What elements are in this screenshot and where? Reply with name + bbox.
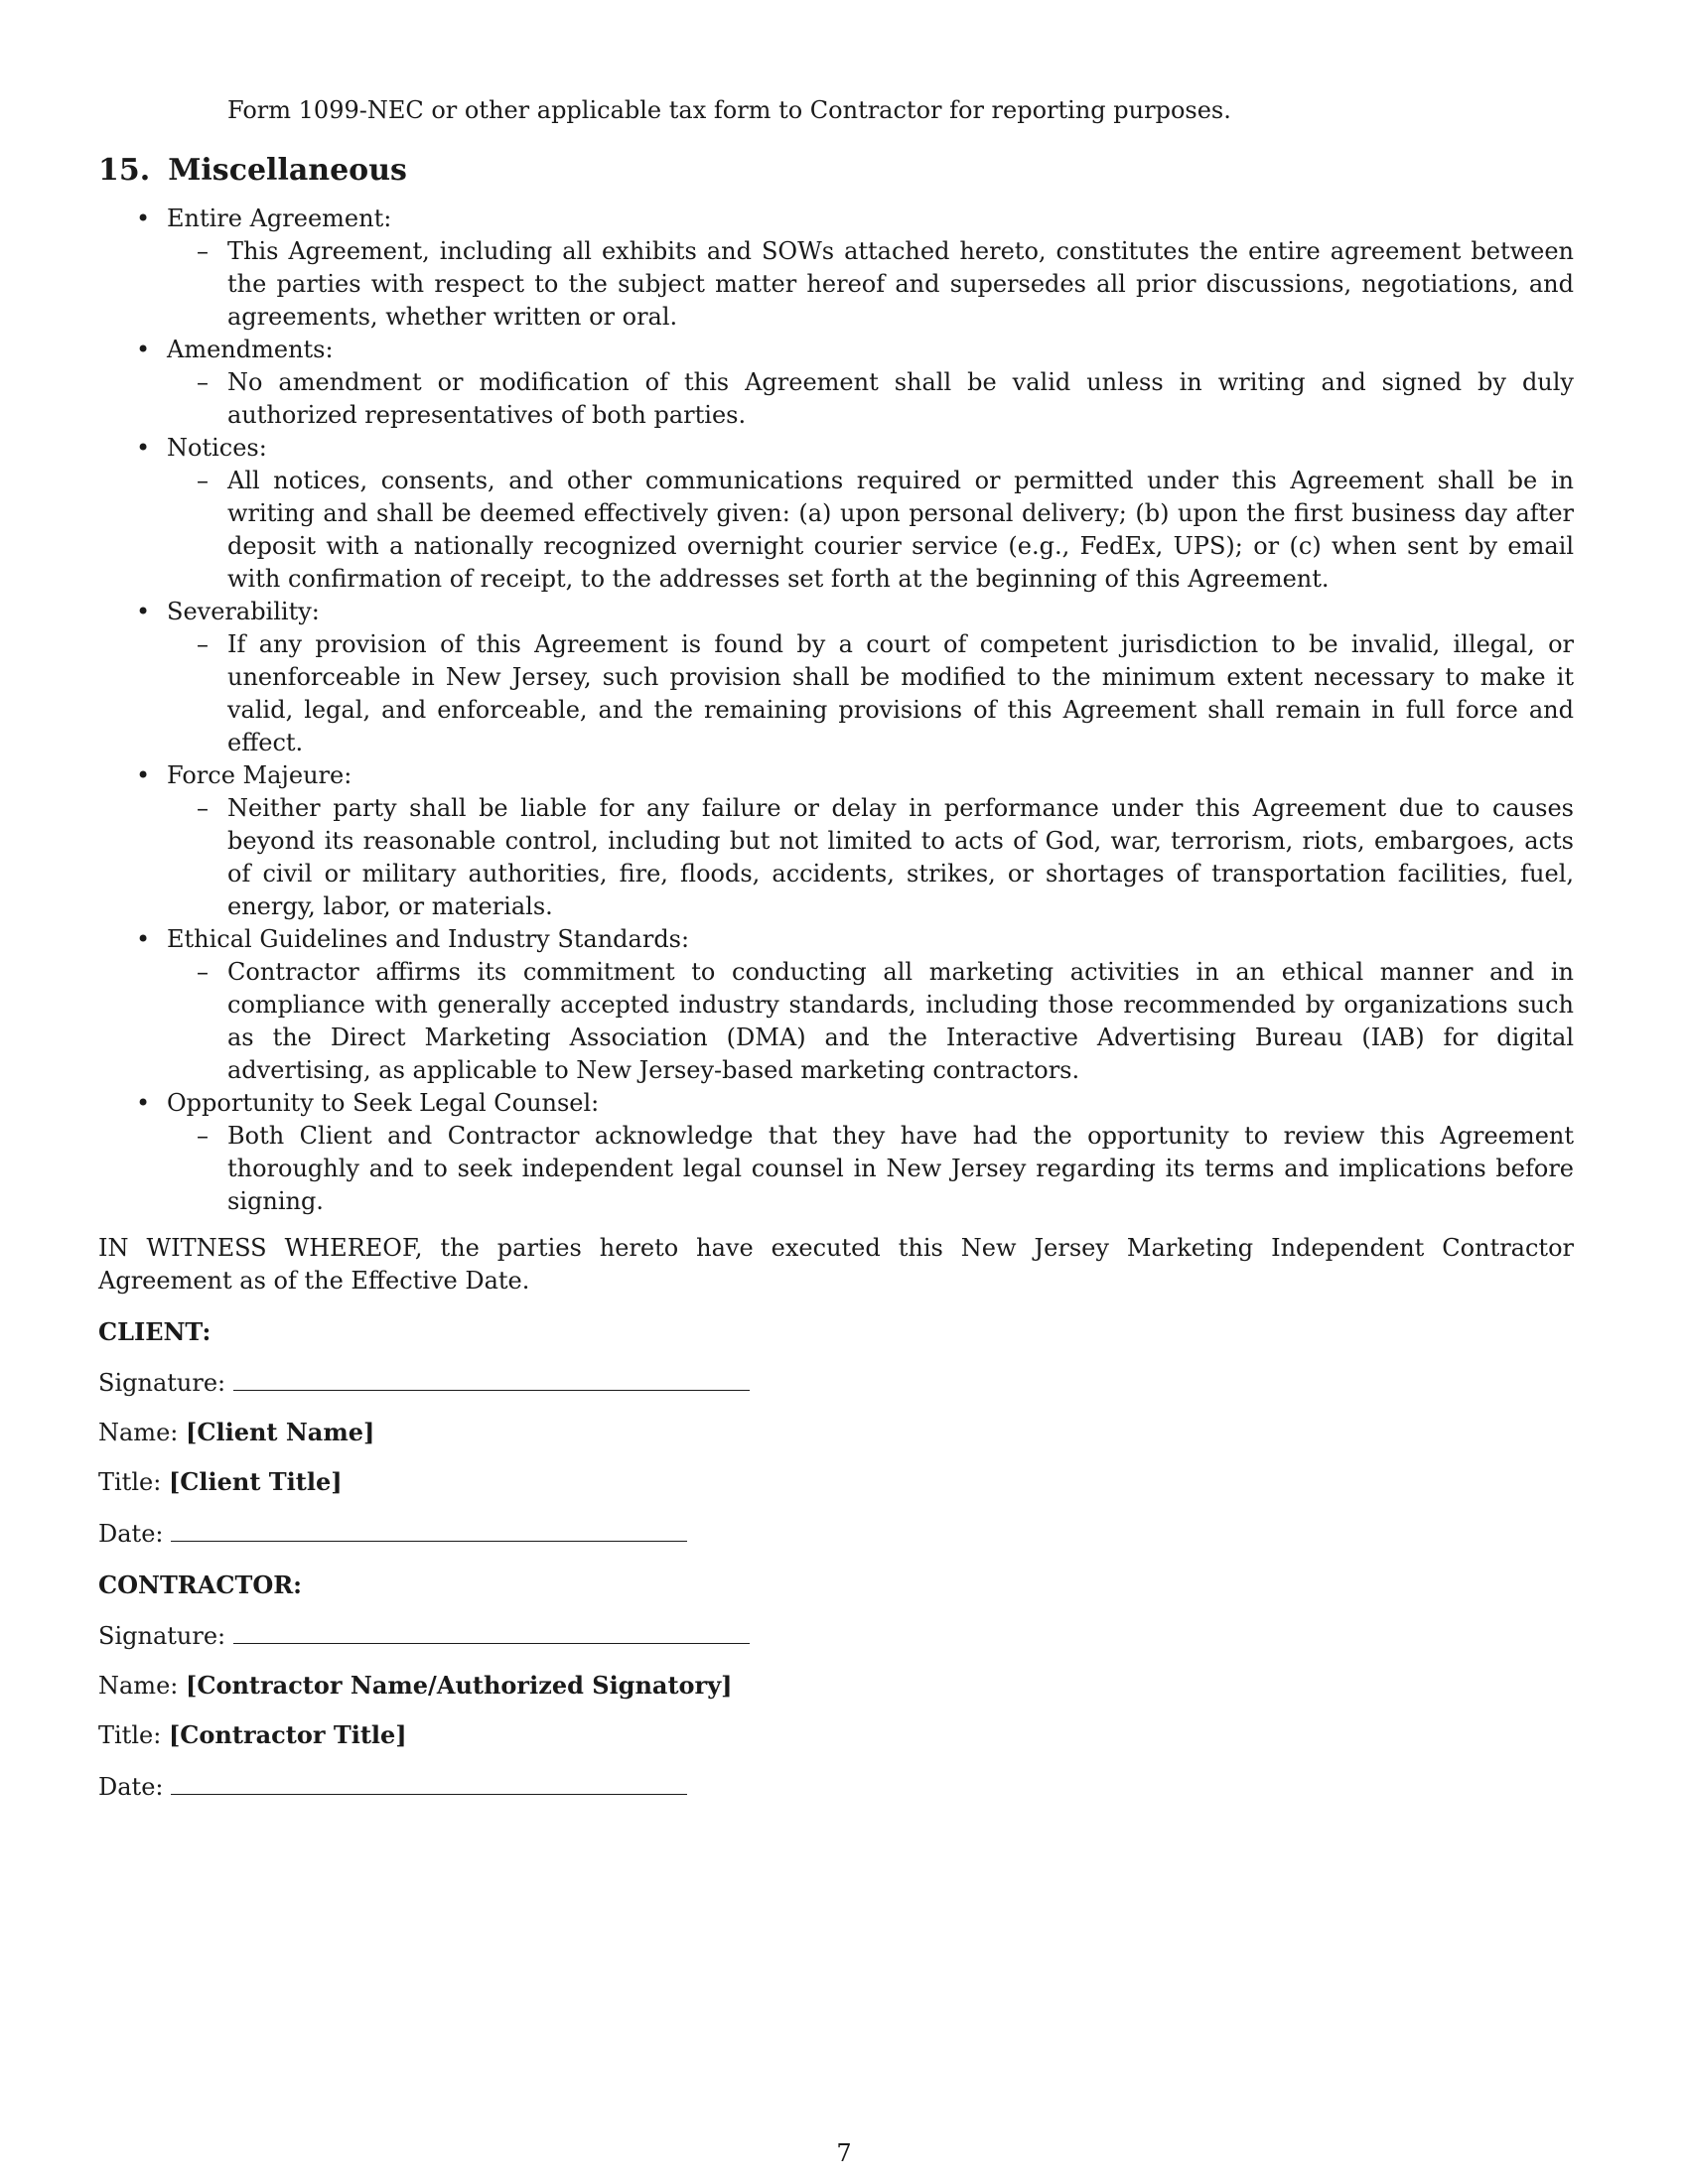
witness-clause: IN WITNESS WHEREOF, the parties hereto have executed this New Jersey Marketing Independent Contractor Agreement as of the Effective Date. — [98, 1234, 1574, 1295]
miscellaneous-list — [98, 203, 1574, 1218]
item-text: – All notices, consents, and other communications required or permitted under this Agreement shall be in writing and shall be deemed effectively given: (a) upon personal delivery; (b) upon the first business day after deposit with a nationally recognized overnight courier service (e.g., FedEx, UPS); or (c) when sent by email with confirmation of receipt, to the addresses set forth at the beginning of this Agreement. — [167, 465, 1574, 596]
item-label: Ethical Guidelines and Industry Standards: — [167, 925, 690, 953]
list-item-severability — [98, 596, 1574, 759]
signature-label: Signature: — [98, 1622, 226, 1650]
list-item-entire-agreement — [98, 203, 1574, 334]
list-item-notices — [98, 432, 1574, 596]
item-text: – This Agreement, including all exhibits and SOWs attached hereto, constitutes the entire agreement between the parties with respect to the subject matter hereof and supersedes all prior discussions, negotiations, and agreements, whether written or oral. — [167, 235, 1574, 334]
item-text: – Contractor affirms its commitment to conducting all marketing activities in an ethical manner and in compliance with generally accepted industry standards, including those recommended by organizations such as the Direct Marketing Association (DMA) and the Interactive Advertising Bureau (IAB) for digital advertising, as applicable to New Jersey-based marketing contractors. — [167, 956, 1574, 1087]
contractor-date-field — [98, 1768, 1574, 1804]
item-text: – Neither party shall be liable for any failure or delay in performance under this Agreement due to causes beyond its reasonable control, including but not limited to acts of God, war, terrorism, riots, embargoes, acts of civil or military authorities, fire, floods, accidents, strikes, or shortages of transportation facilities, fuel, energy, labor, or materials. — [167, 792, 1574, 923]
client-signature-line[interactable] — [233, 1364, 750, 1391]
client-name-value: [Client Name] — [186, 1418, 375, 1446]
contractor-signature-line[interactable] — [233, 1617, 750, 1644]
item-text: – No amendment or modification of this Agreement shall be valid unless in writing and signed by duly authorized representatives of both parties. — [167, 366, 1574, 432]
client-date-field — [98, 1515, 1574, 1551]
section-number: 15. — [98, 153, 151, 188]
contractor-heading: CONTRACTOR: — [98, 1570, 303, 1599]
client-title-value: [Client Title] — [168, 1467, 343, 1496]
section-heading — [98, 153, 1574, 189]
client-date-line[interactable] — [171, 1515, 687, 1542]
signature-label: Signature: — [98, 1369, 226, 1397]
continued-paragraph: Form 1099-NEC or other applicable tax form to Contractor for reporting purposes. — [227, 96, 1231, 124]
list-item-legal-counsel — [98, 1087, 1574, 1218]
list-item-amendments — [98, 334, 1574, 432]
item-label: Force Majeure: — [167, 761, 352, 789]
item-label: Opportunity to Seek Legal Counsel: — [167, 1089, 600, 1117]
page-number: 7 — [836, 2139, 852, 2167]
item-label: Entire Agreement: — [167, 205, 392, 232]
list-item-ethical-guidelines — [98, 923, 1574, 1087]
document-page — [98, 94, 1574, 1804]
contractor-name-field — [98, 1669, 1574, 1703]
section-title: Miscellaneous — [168, 153, 407, 188]
date-label: Date: — [98, 1773, 164, 1801]
name-label: Name: — [98, 1419, 179, 1446]
contractor-title-field — [98, 1718, 1574, 1752]
item-text: – If any provision of this Agreement is found by a court of competent jurisdiction to be invalid, illegal, or unenforceable in New Jersey, such provision shall be modified to the minimum extent necessary to make it valid, legal, and enforceable, and the remaining provisions of this Agreement shall remain in full force and effect. — [167, 628, 1574, 759]
client-signature-field — [98, 1364, 1574, 1400]
item-label: Notices: — [167, 434, 267, 462]
contractor-signature-field — [98, 1617, 1574, 1653]
title-label: Title: — [98, 1721, 162, 1749]
contractor-title-value: [Contractor Title] — [168, 1720, 407, 1749]
contractor-name-value: [Contractor Name/Authorized Signatory] — [186, 1671, 733, 1700]
date-label: Date: — [98, 1520, 164, 1548]
item-text: – Both Client and Contractor acknowledge that they have had the opportunity to review this Agreement thoroughly and to seek independent legal counsel in New Jersey regarding its terms and implications before signing. — [167, 1120, 1574, 1218]
list-item-force-majeure — [98, 759, 1574, 923]
contractor-date-line[interactable] — [171, 1768, 687, 1795]
title-label: Title: — [98, 1468, 162, 1496]
client-title-field — [98, 1465, 1574, 1499]
name-label: Name: — [98, 1672, 179, 1700]
client-heading: CLIENT: — [98, 1317, 211, 1346]
item-label: Amendments: — [167, 336, 334, 363]
client-name-field — [98, 1416, 1574, 1449]
item-label: Severability: — [167, 598, 320, 625]
